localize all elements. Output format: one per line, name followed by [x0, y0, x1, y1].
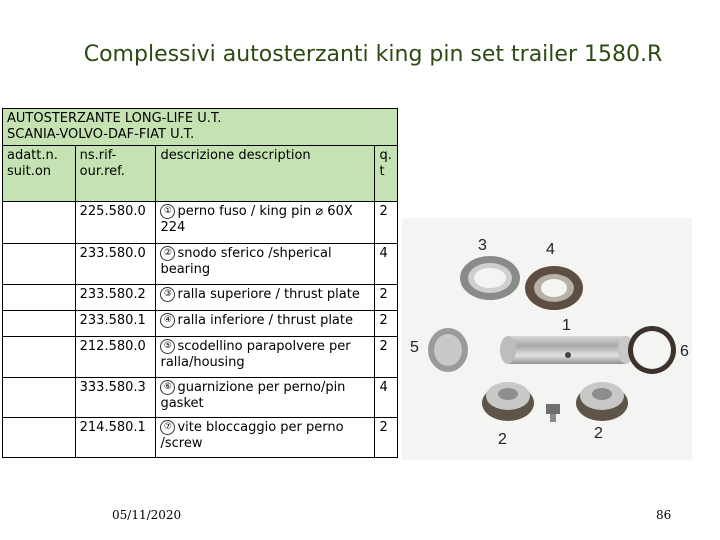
- cell-description: [156, 285, 375, 311]
- description-text: snodo sferico /shperical bearing: [160, 246, 332, 277]
- cell-qty: 2: [375, 418, 398, 458]
- photo-label-5: 5: [410, 339, 419, 356]
- col-header-suit: adatt.n. suit.on: [3, 146, 76, 202]
- cell-ref: 225.580.0: [75, 202, 156, 244]
- king-pin-icon: [500, 336, 634, 364]
- description-text: ralla inferiore / thrust plate: [177, 313, 353, 328]
- cell-qty: 4: [375, 378, 398, 418]
- column-header-row: [3, 146, 398, 202]
- cell-ref: 233.580.0: [75, 244, 156, 285]
- parts-photo: [402, 218, 692, 460]
- dust-cap-icon: [428, 328, 468, 372]
- item-number-marker: ③: [160, 287, 175, 302]
- item-number-marker: ①: [160, 204, 175, 219]
- description-text: perno fuso / king pin ⌀ 60X 224: [160, 204, 353, 235]
- photo-label-6: 6: [680, 343, 689, 360]
- item-number-marker: ⑦: [160, 420, 175, 435]
- col-header-description: descrizione description: [156, 146, 375, 202]
- cell-suit: [3, 311, 76, 337]
- cell-suit: [3, 418, 76, 458]
- heading-line-1: AUTOSTERZANTE LONG-LIFE U.T.: [7, 111, 222, 126]
- description-text: guarnizione per perno/pin gasket: [160, 380, 346, 411]
- cell-suit: [3, 244, 76, 285]
- heading-line-2: SCANIA-VOLVO-DAF-FIAT U.T.: [7, 127, 195, 142]
- footer-date: 05/11/2020: [112, 508, 182, 522]
- col-header-ref: ns.rif-our.ref.: [75, 146, 156, 202]
- item-number-marker: ⑤: [160, 339, 175, 354]
- table-row: [3, 311, 398, 337]
- cell-suit: [3, 285, 76, 311]
- photo-label-4: 4: [546, 241, 555, 258]
- cell-description: [156, 202, 375, 244]
- cell-suit: [3, 337, 76, 378]
- col-header-qty: q. t: [375, 146, 398, 202]
- description-text: ralla superiore / thrust plate: [177, 287, 360, 302]
- photo-label-2-left: 2: [498, 431, 507, 448]
- photo-label-2-right: 2: [594, 425, 603, 442]
- table-row: [3, 202, 398, 244]
- cell-suit: [3, 202, 76, 244]
- description-text: vite bloccaggio per perno /screw: [160, 420, 344, 451]
- item-number-marker: ⑥: [160, 380, 175, 395]
- cell-ref: 212.580.0: [75, 337, 156, 378]
- cell-description: [156, 418, 375, 458]
- cell-description: [156, 378, 375, 418]
- photo-label-1: 1: [562, 317, 571, 334]
- page-title: Complessivi autosterzanti king pin set trailer 1580.R: [83, 42, 663, 67]
- table-row: [3, 244, 398, 285]
- cell-qty: 2: [375, 285, 398, 311]
- parts-table: [2, 108, 398, 458]
- item-number-marker: ④: [160, 313, 175, 328]
- cell-suit: [3, 378, 76, 418]
- cell-ref: 233.580.2: [75, 285, 156, 311]
- table-row: [3, 285, 398, 311]
- photo-label-3: 3: [478, 237, 487, 254]
- table-row: [3, 337, 398, 378]
- cell-ref: 214.580.1: [75, 418, 156, 458]
- gasket-icon: [628, 326, 676, 374]
- cell-qty: 2: [375, 337, 398, 378]
- cell-qty: 2: [375, 202, 398, 244]
- cell-description: [156, 244, 375, 285]
- cell-qty: 4: [375, 244, 398, 285]
- cell-description: [156, 337, 375, 378]
- table-heading-row: [3, 109, 398, 146]
- description-text: scodellino parapolvere per ralla/housing: [160, 339, 351, 370]
- table-row: [3, 378, 398, 418]
- item-number-marker: ②: [160, 246, 175, 261]
- cell-ref: 233.580.1: [75, 311, 156, 337]
- parts-photo-drawing: [402, 218, 692, 460]
- cell-ref: 333.580.3: [75, 378, 156, 418]
- cell-description: [156, 311, 375, 337]
- table-row: [3, 418, 398, 458]
- table-heading: [3, 109, 398, 146]
- page-number: 86: [656, 508, 672, 522]
- thrust-plate-lower-icon: [525, 266, 583, 310]
- thrust-plate-upper-icon: [460, 256, 520, 300]
- cell-qty: 2: [375, 311, 398, 337]
